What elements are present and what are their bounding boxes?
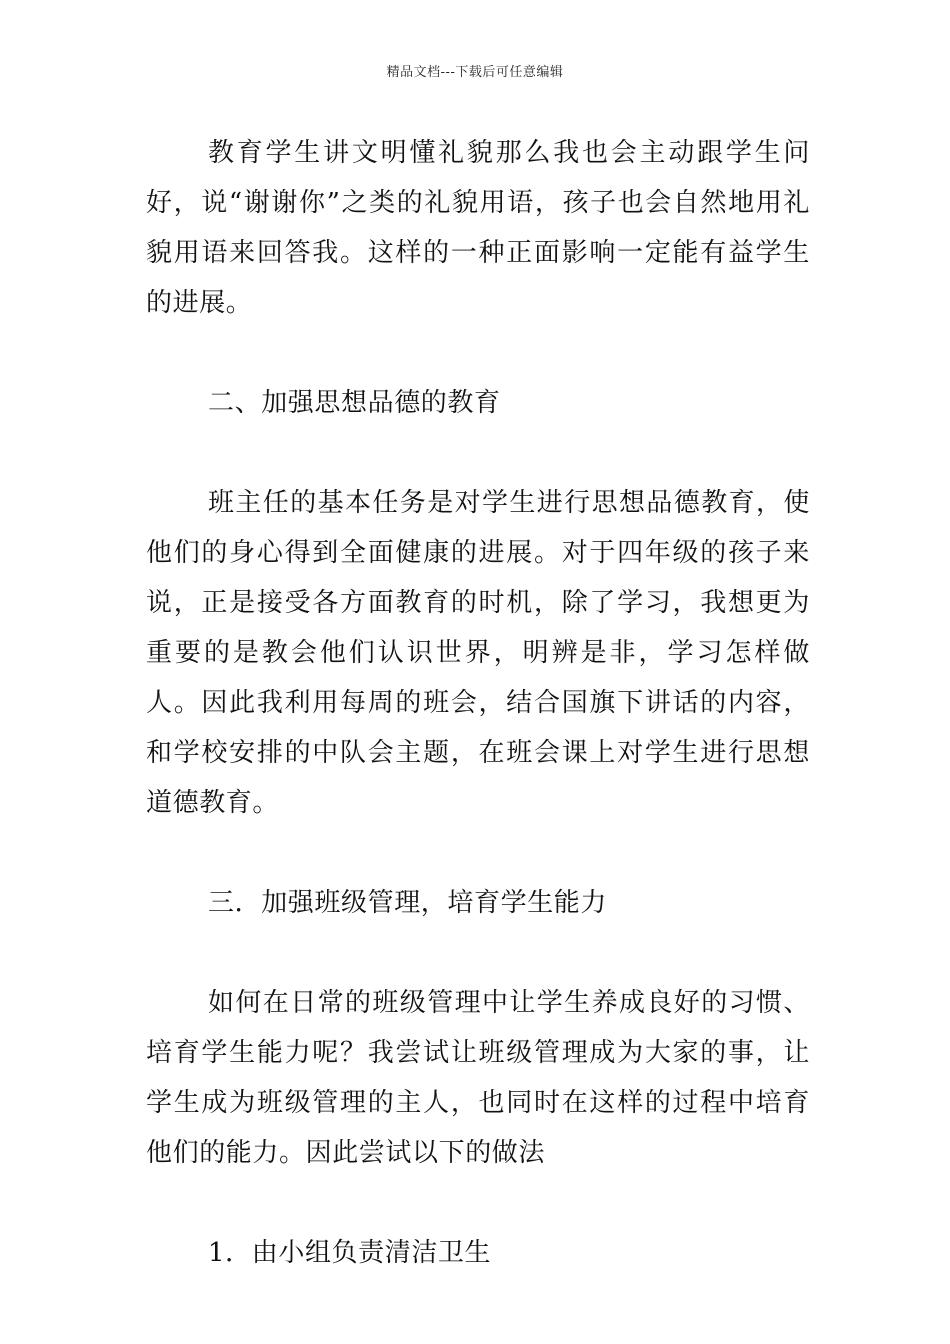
- paragraph-courtesy: 教育学生讲文明懂礼貌那么我也会主动跟学生问好，说“谢谢你”之类的礼貌用语，孩子也会自然地用礼貌用语来回答我。这样的一种正面影响一定能有益学生的进展。: [146, 138, 810, 318]
- paragraph-gap: [146, 428, 810, 478]
- paragraph-moral-education: 班主任的基本任务是对学生进行思想品德教育，使他们的身心得到全面健康的进展。对于四年级的孩子来说，正是接受各方面教育的时机，除了学习，我想更为重要的是教会他们认识世界，明辨是非，学习怎样做人。因此我利用每周的班会，结合国旗下讲话的内容，和学校安排的中队会主题，在班会课上对学生进行思想道德教育。: [146, 488, 810, 818]
- section-heading-class-management: 三．加强班级管理，培育学生能力: [208, 888, 608, 918]
- section-heading-moral-education: 二、加强思想品德的教育: [208, 388, 501, 418]
- subheading-group-cleaning: 1．由小组负责清洁卫生: [208, 1238, 492, 1268]
- paragraph-gap: [146, 828, 810, 878]
- paragraph-gap: [146, 928, 810, 978]
- document-body: [146, 128, 810, 1278]
- paragraph-gap: [146, 328, 810, 378]
- paragraph-class-management: 如何在日常的班级管理中让学生养成良好的习惯、培育学生能力呢？我尝试让班级管理成为大家的事，让学生成为班级管理的主人，也同时在这样的过程中培育他们的能力。因此尝试以下的做法: [146, 988, 810, 1168]
- paragraph-gap: [146, 1178, 810, 1228]
- page-header: 精品文档---下载后可任意编辑: [386, 65, 564, 80]
